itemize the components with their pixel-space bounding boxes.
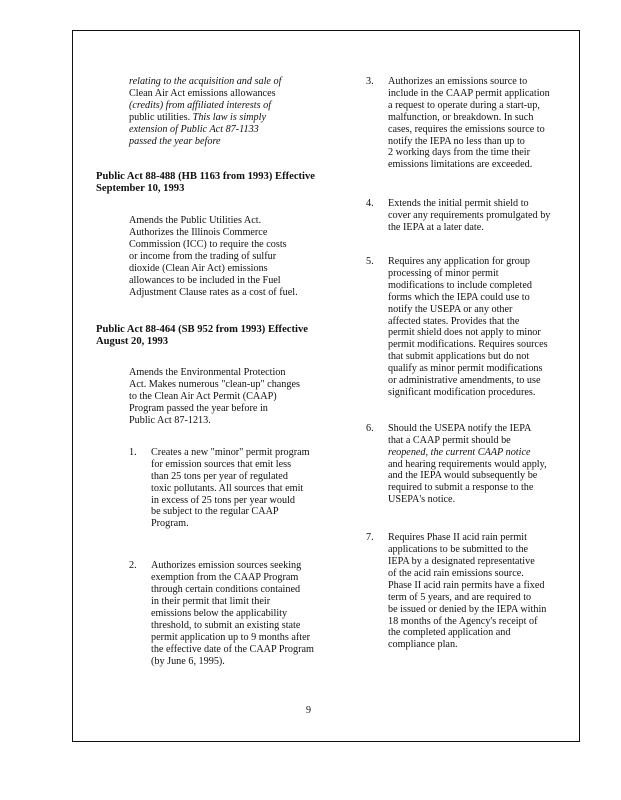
item-line: Phase II acid rain permits have a fixed [388,579,545,591]
item-line: modifications to include completed [388,279,533,291]
item-line: emissions limitations are exceeded. [388,159,533,171]
item-line: IEPA by a designated representative [388,556,535,567]
item-line: reopened, the current CAAP notice [388,446,531,458]
body-line: Public Act 87-1213. [129,415,211,427]
body-line: allowances to be included in the Fuel [129,274,281,286]
act-88-464-title: Public Act 88-464 (SB 952 from 1993) Effective [96,323,308,335]
item-line: USEPA's notice. [388,494,456,506]
continued-text [129,76,319,147]
cont-line: passed the year before [129,135,221,147]
list-item-3 [366,76,578,171]
item-line: emissions below the applicability [151,607,288,619]
item-line: and the IEPA would subsequently be [388,470,538,482]
item-line: than 25 tons per year of regulated [151,470,288,482]
item-line: permit shield does not apply to minor [388,327,541,339]
item-line: and hearing requirements would apply, [388,458,547,470]
item-line: Authorizes emission sources seeking [151,560,302,572]
item-line: the effective date of the CAAP Program [151,643,314,655]
item-line: through certain conditions contained [151,584,301,596]
item-line: include in the CAAP permit application [388,87,550,99]
item-line: forms which the IEPA could use to [388,291,530,303]
cont-line: (credits) from affiliated interests of [129,99,272,111]
item-line: Creates a new "minor" permit program [151,446,310,458]
item-line: permit application up to 9 months after [151,631,311,643]
item-line: Extends the initial permit shield to [388,198,529,210]
list-item-4 [366,198,578,234]
item-line: be subject to the regular CAAP [151,506,279,518]
list-item-6 [366,423,578,506]
item-line: that a CAAP permit should be [388,434,511,446]
act-88-488-title: Public Act 88-488 (HB 1163 from 1993) Effective [96,171,315,183]
cont-line: public utilities. This law is simply [129,111,266,123]
list-item-1 [129,447,351,530]
cont-line: Clean Air Act emissions allowances [129,87,276,99]
cont-line: extension of Public Act 87-1133 [129,123,259,135]
item-line: required to submit a response to the [388,482,534,494]
item-line: notify the USEPA or any other [388,303,513,315]
item-line: compliance plan. [388,639,458,651]
item-line: Program. [151,518,189,530]
item-line: applications to be submitted to the [388,544,529,556]
body-line: or income from the trading of sulfur [129,250,277,262]
body-line: Authorizes the Illinois Commerce [129,227,268,239]
body-line: Amends the Environmental Protection [129,367,286,379]
item-line: 2 working days from the time their [388,147,531,159]
list-item-7 [366,532,578,651]
body-line: Program passed the year before in [129,403,268,415]
item-number: 3. [366,76,374,87]
item-line: processing of minor permit [388,267,499,279]
item-line: of the acid rain emissions source. [388,567,524,579]
act-88-464-date: August 20, 1993 [96,335,169,347]
list-item-5 [366,256,578,399]
cont-line: relating to the acquisition and sale of [129,76,282,87]
item-number: 6. [366,422,374,434]
item-line: Requires Phase II acid rain permit [388,532,527,544]
item-line: in their permit that limit their [151,596,271,607]
item-number: 5. [366,255,374,267]
item-line: cases, requires the emissions source to [388,123,545,135]
item-line: Authorizes an emissions source to [388,76,528,87]
item-line: in excess of 25 tons per year would [151,494,296,506]
item-number: 4. [366,198,374,210]
item-line: the completed application and [388,627,511,639]
item-line: affected states. Provides that the [388,315,520,327]
item-line: significant modification procedures. [388,386,536,398]
item-line: notify the IEPA no less than up to [388,135,525,147]
item-line: or administrative amendments, to use [388,375,541,387]
body-line: to the Clean Air Act Permit (CAAP) [129,391,277,403]
page-number: 9 [306,705,311,716]
body-line: Adjustment Clause rates as a cost of fuel. [129,286,298,298]
item-line: Should the USEPA notify the IEPA [388,422,532,434]
item-line: malfunction, or breakdown. In such [388,111,534,123]
item-number: 2. [129,560,137,572]
item-line: permit modifications. Requires sources [388,339,548,351]
item-line: a request to operate during a start-up, [388,99,540,111]
item-line: threshold, to submit an existing state [151,619,301,631]
item-line: exemption from the CAAP Program [151,572,299,584]
item-line: 18 months of the Agency's receipt of [388,615,538,627]
body-line: Amends the Public Utilities Act. [129,215,262,227]
body-line: dioxide (Clean Air Act) emissions [129,262,268,274]
item-line: qualify as minor permit modifications [388,363,543,375]
item-line: the IEPA at a later date. [388,222,484,234]
item-number: 7. [366,532,374,544]
act-88-488-date: September 10, 1993 [96,183,185,195]
right-column [366,76,578,651]
item-line: toxic pollutants. All sources that emit [151,482,304,494]
item-line: that submit applications but do not [388,351,530,363]
left-column [96,76,336,667]
act-88-464-body [129,367,319,427]
item-line: (by June 6, 1995). [151,655,225,667]
item-line: term of 5 years, and are required to [388,591,532,603]
body-line: Act. Makes numerous "clean-up" changes [129,379,300,391]
body-line: Commission (ICC) to require the costs [129,239,287,251]
item-line: Requires any application for group [388,255,531,267]
item-line: be issued or denied by the IEPA within [388,603,547,615]
list-item-2 [129,560,351,667]
item-line: for emission sources that emit less [151,458,292,470]
item-line: cover any requirements promulgated by [388,210,551,222]
item-number: 1. [129,446,137,458]
act-88-488-body [129,215,319,298]
